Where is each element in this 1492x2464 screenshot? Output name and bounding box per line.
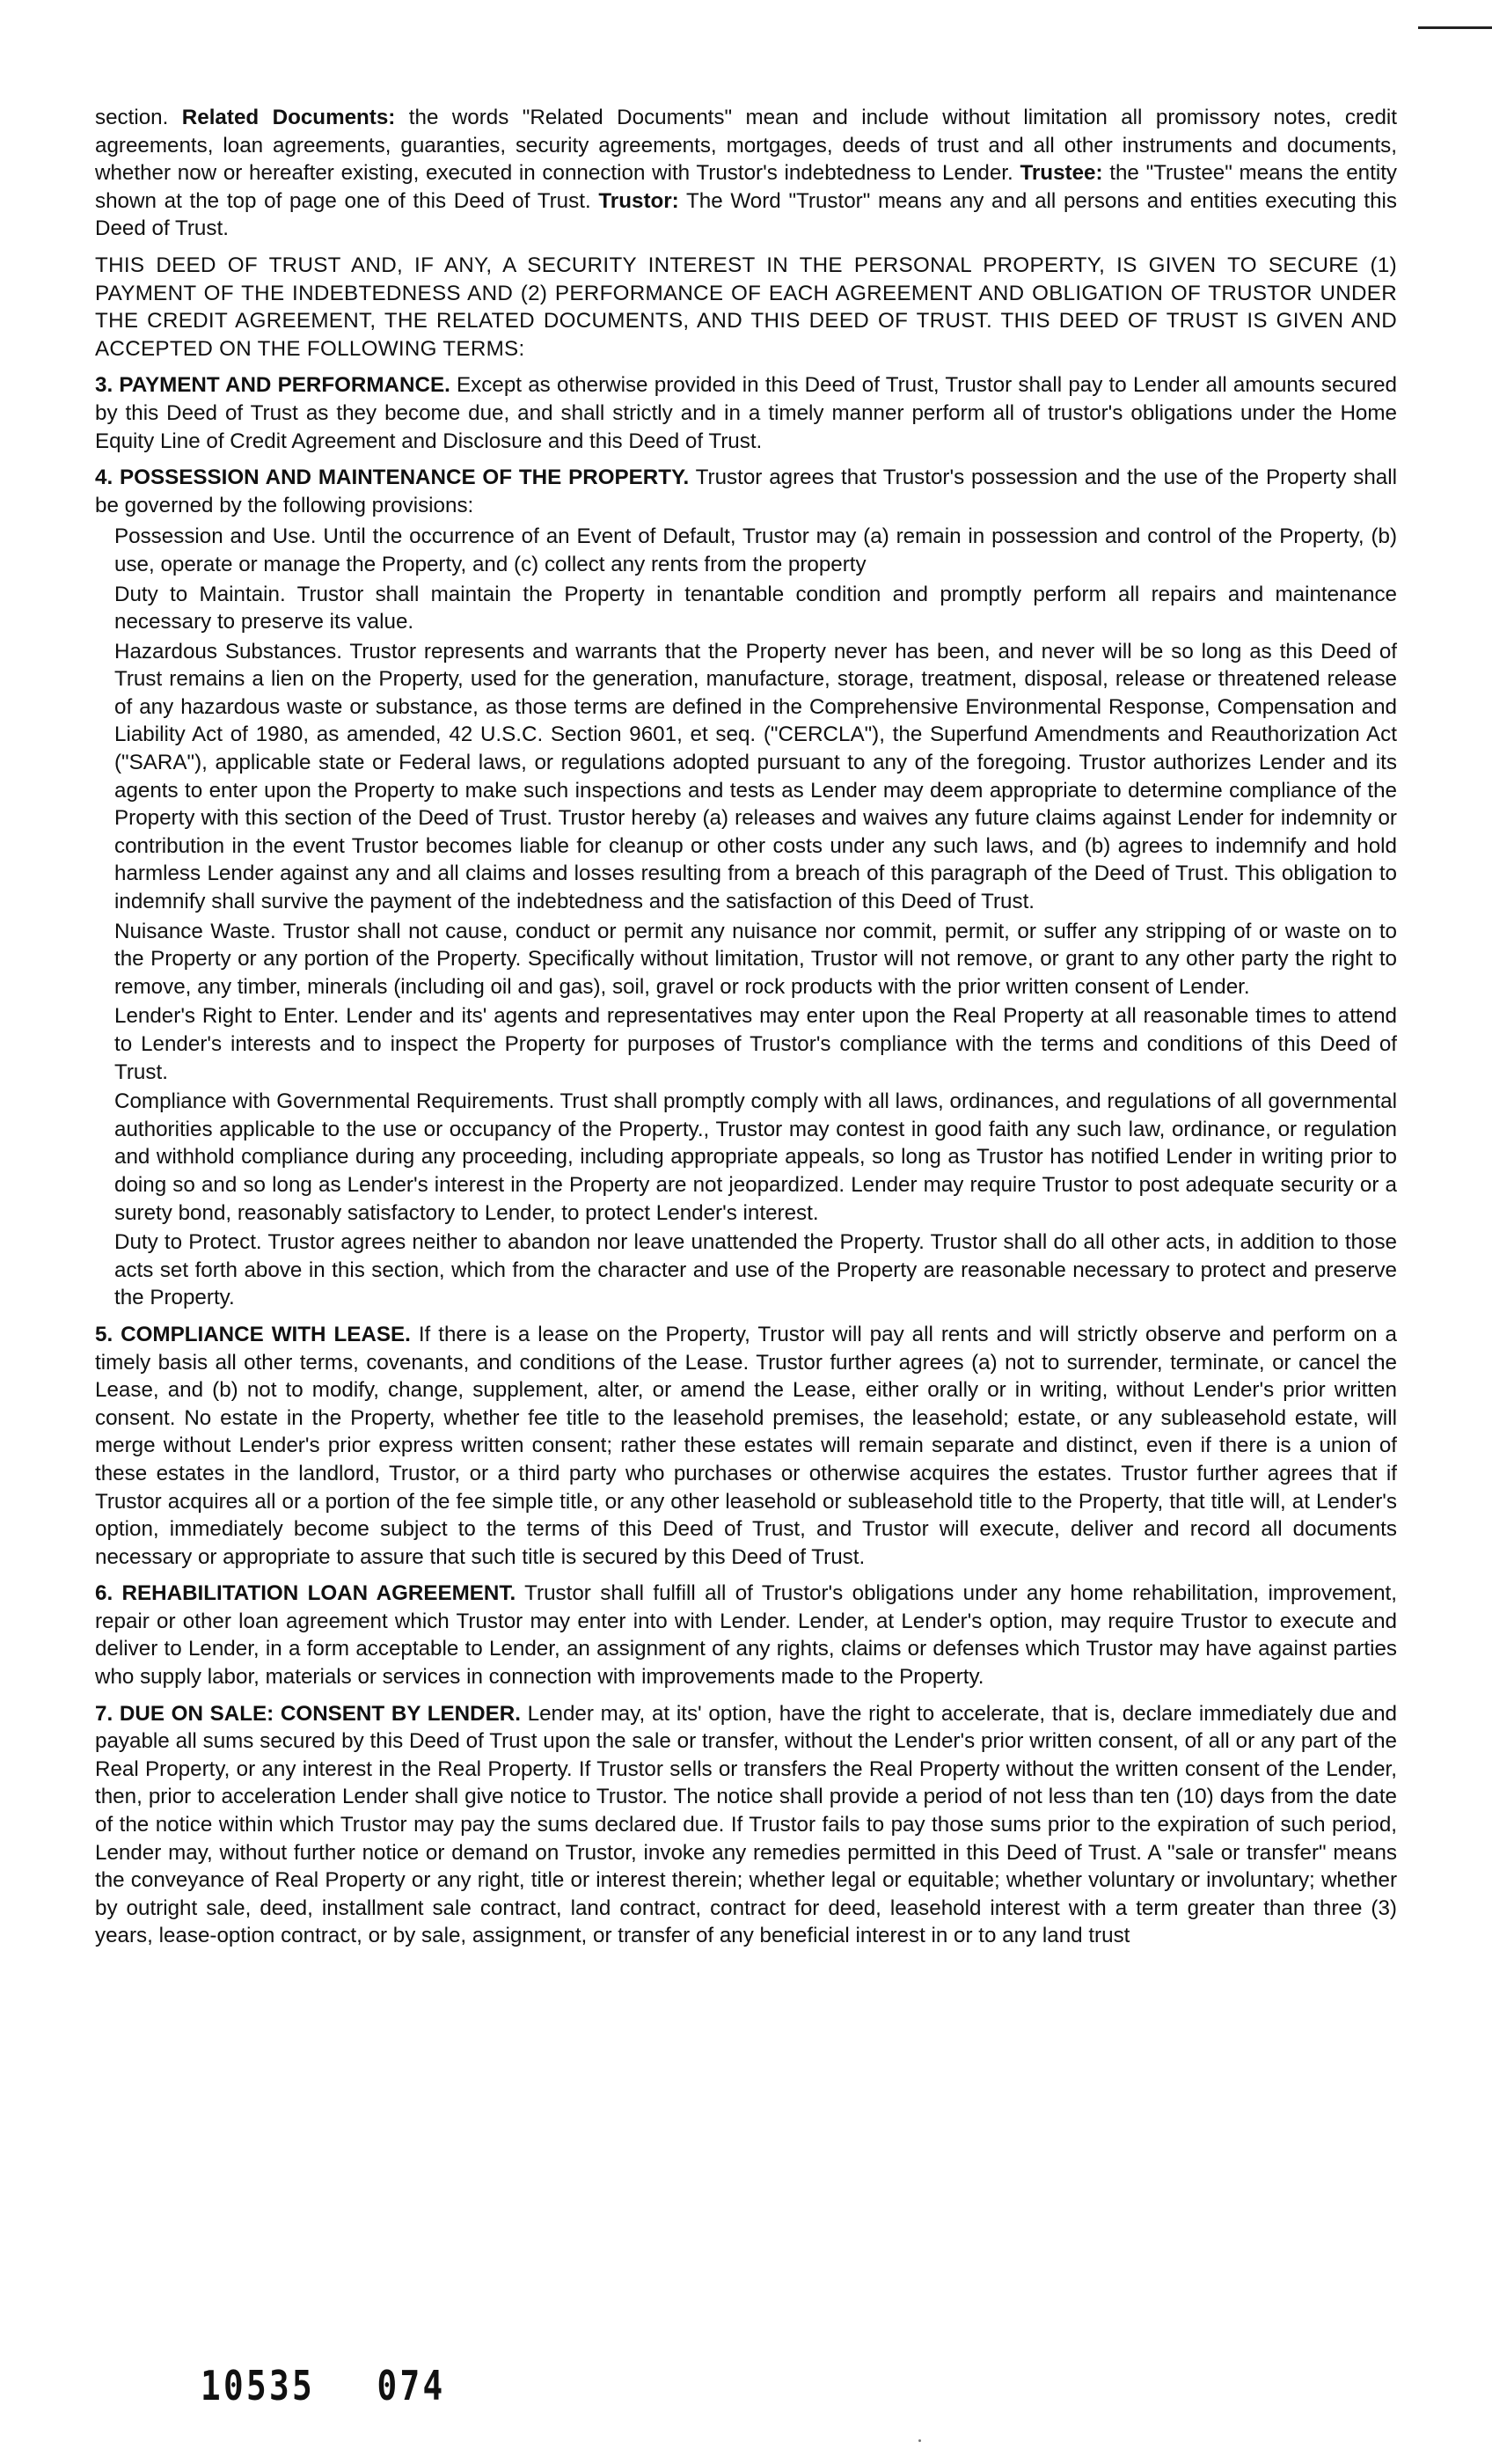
term-trustor: Trustor: — [598, 188, 679, 213]
section-4-duty-to-maintain: Duty to Maintain. Trustor shall maintain the Property in tenantable condition and promptly perform all repairs and maintenance necessary to preserve its value. — [114, 582, 1397, 634]
section-4-compliance: Compliance with Governmental Requirements. Trust shall promptly comply with all laws, ordinances, and regulations of all governmental authorities applicable to the use or occupancy of the Property., Trustor may contest in good faith any such law, ordinance, or regulation and withhold compliance during any proceeding, including appropriate appeals, so long as Trustor has notified Lender in writing prior to doing so and so long as Lender's interest in the Property are not jeopardized. Lender may require Trustor to post adequate security or a surety bond, reasonably satisfactory to Lender, to protect Lender's interest. — [114, 1089, 1397, 1225]
paragraph-definitions — [95, 104, 1397, 243]
definition-trustor: The Word "Trustor" means any and all persons and entities executing this Deed of Trust. — [95, 188, 1397, 241]
book-number: 10535 — [201, 2362, 315, 2409]
section-4-possession-and-use: Possession and Use. Until the occurrence of an Event of Default, Trustor may (a) remain in possession and control of the Property, (b) use, operate or manage the Property, and (c) collect any rents from the property — [114, 524, 1397, 576]
section-4 — [95, 464, 1397, 519]
page-number: 074 — [377, 2362, 446, 2409]
paragraph-terms-statement: THIS DEED OF TRUST AND, IF ANY, A SECURITY INTEREST IN THE PERSONAL PROPERTY, IS GIVEN TO SECURE (1) PAYMENT OF THE INDEBTEDNESS AND (2) PERFORMANCE OF EACH AGREEMENT AND OBLIGATION OF TRUSTOR UNDER THE CREDIT AGREEMENT, THE RELATED DOCUMENTS, AND THIS DEED OF TRUST. THIS DEED OF TRUST IS GIVEN AND ACCEPTED ON THE FOLLOWING TERMS: — [95, 253, 1397, 361]
section-6 — [95, 1580, 1397, 1690]
section-6-text: Trustor shall fulfill all of Trustor's obligations under any home rehabilitation, improvement, repair or other loan agreement which Trustor may enter into with Lender. Lender, at Lender's option, may require Trustor to execute and deliver to Lender, in a form acceptable to Lender, an assignment of any rights, claims or defenses which Trustor may have against parties who supply labor, materials or services in connection with improvements made to the Property. — [95, 1581, 1397, 1690]
definitions-lead: section. — [95, 106, 182, 129]
section-5 — [95, 1321, 1397, 1571]
section-4-heading: 4. POSSESSION AND MAINTENANCE OF THE PROPERTY. — [95, 466, 690, 490]
section-3 — [95, 371, 1397, 455]
section-4-text: Trustor agrees that Trustor's possession and the use of the Property shall be governed by the following provisions: — [95, 466, 1397, 517]
section-4-right-to-enter: Lender's Right to Enter. Lender and its' agents and representatives may enter upon the Real Property at all reasonable times to attend to Lender's interests and to inspect the Property for purposes of Trustor's compliance with the terms and conditions of this Deed of Trust. — [114, 1004, 1397, 1084]
term-trustee: Trustee: — [1020, 161, 1103, 186]
corner-rule — [1418, 26, 1492, 29]
section-3-heading: 3. PAYMENT AND PERFORMANCE. — [95, 373, 450, 398]
section-7-text: Lender may, at its' option, have the right to accelerate, that is, declare immediately due and payable all sums secured by this Deed of Trust upon the sale or transfer, without the Lender's prior written consent, of all or any part of the Real Property, or any interest in the Real Property. If Trustor sells or transfers the Real Property without the written consent of the Lender, then, prior to acceleration Lender shall give notice to Trustor. The notice shall provide a period of not less than ten (10) days from the date of the notice within which Trustor may pay the sums declared due. If Trustor fails to pay those sums prior to the expiration of such period, Lender may, without further notice or demand on Trustor, invoke any remedies permitted in this Deed of Trust. A "sale or transfer" means the conveyance of Real Property or any right, title or interest therein; whether legal or equitable; whether voluntary or involuntary; whether by outright sale, deed, installment sale contract, land contract, contract for deed, leasehold interest with a term greater than three (3) years, lease-option contract, or by sale, assignment, or transfer of any beneficial interest in or to any land trust — [95, 1701, 1397, 1948]
document-body — [95, 104, 1397, 1959]
section-4-duty-to-protect: Duty to Protect. Trustor agrees neither to abandon nor leave unattended the Property. Trustor shall do all other acts, in addition to those acts set forth above in this section, which from the character and use of the Property are reasonable necessary to protect and preserve the Property. — [114, 1230, 1397, 1310]
term-related-documents: Related Documents: — [181, 106, 396, 129]
scan-speck — [918, 2439, 921, 2442]
section-7 — [95, 1700, 1397, 1950]
section-5-heading: 5. COMPLIANCE WITH LEASE. — [95, 1322, 411, 1346]
section-3-text: Except as otherwise provided in this Deed of Trust, Trustor shall pay to Lender all amounts secured by this Deed of Trust as they become due, and shall strictly and in a timely manner perform all of trustor's obligations under the Home Equity Line of Credit Agreement and Disclosure and this Deed of Trust. — [95, 373, 1397, 453]
section-4-hazardous-substances: Hazardous Substances. Trustor represents and warrants that the Property never has been, and never will be so long as this Deed of Trust remains a lien on the Property, used for the generation, manufacture, storage, treatment, disposal, release or threatened release of any hazardous waste or substance, as those terms are defined in the Comprehensive Environmental Response, Compensation and Liability Act of 1980, as amended, 42 U.S.C. Section 9601, et seq. ("CERCLA"), the Superfund Amendments and Reauthorization Act ("SARA"), applicable state or Federal laws, or regulations adopted pursuant to any of the foregoing. Trustor authorizes Lender and its agents to enter upon the Property to make such inspections and tests as Lender may deem appropriate to determine compliance of the Property with this section of the Deed of Trust. Trustor hereby (a) releases and waives any future claims against Lender for indemnity or contribution in the event Trustor becomes liable for cleanup or other costs under any such laws, and (b) agrees to indemnify and hold harmless Lender against any and all claims and losses resulting from a breach of this paragraph of the Deed of Trust. This obligation to indemnify shall survive the payment of the indebtedness and the satisfaction of this Deed of Trust. — [114, 639, 1397, 914]
definition-related-documents: the words "Related Documents" mean and include without limitation all promissory notes, credit agreements, loan agreements, guaranties, security agreements, mortgages, deeds of trust and all other instruments and documents, whether now or hereafter existing, executed in connection with Trustor's indebtedness to Lender. — [95, 106, 1398, 186]
recording-stamp — [201, 2362, 445, 2409]
section-6-heading: 6. REHABILITATION LOAN AGREEMENT. — [95, 1581, 516, 1606]
definition-trustee: the "Trustee" means the entity shown at the top of page one of this Deed of Trust. — [95, 161, 1398, 213]
section-7-heading: 7. DUE ON SALE: CONSENT BY LENDER. — [95, 1701, 521, 1726]
section-4-nuisance-waste: Nuisance Waste. Trustor shall not cause, conduct or permit any nuisance nor commit, permit, or suffer any stripping of or waste on to the Property or any portion of the Property. Specifically without limitation, Trustor will not remove, or grant to any other party the right to remove, any timber, minerals (including oil and gas), soil, gravel or rock products with the prior written consent of Lender. — [114, 919, 1397, 999]
section-5-text: If there is a lease on the Property, Trustor will pay all rents and will strictly observe and perform on a timely basis all other terms, covenants, and conditions of the Lease. Trustor further agrees (a) not to surrender, terminate, or cancel the Lease, and (b) not to modify, change, supplement, alter, or amend the Lease, either orally or in writing, without Lender's prior written consent. No estate in the Property, whether fee title to the leasehold premises, the leasehold; estate, or any subleasehold estate, will merge without Lender's prior express written consent; rather these estates will remain separate and distinct, even if there is a union of these estates in the landlord, Trustor, or a third party who purchases or otherwise acquires the estates. Trustor further agrees that if Trustor acquires all or a portion of the fee simple title, or any other leasehold or subleasehold title to the Property, that title will, at Lender's option, immediately become subject to the terms of this Deed of Trust, and Trustor will execute, deliver and record all documents necessary or appropriate to assure that such title is secured by this Deed of Trust. — [95, 1322, 1397, 1569]
